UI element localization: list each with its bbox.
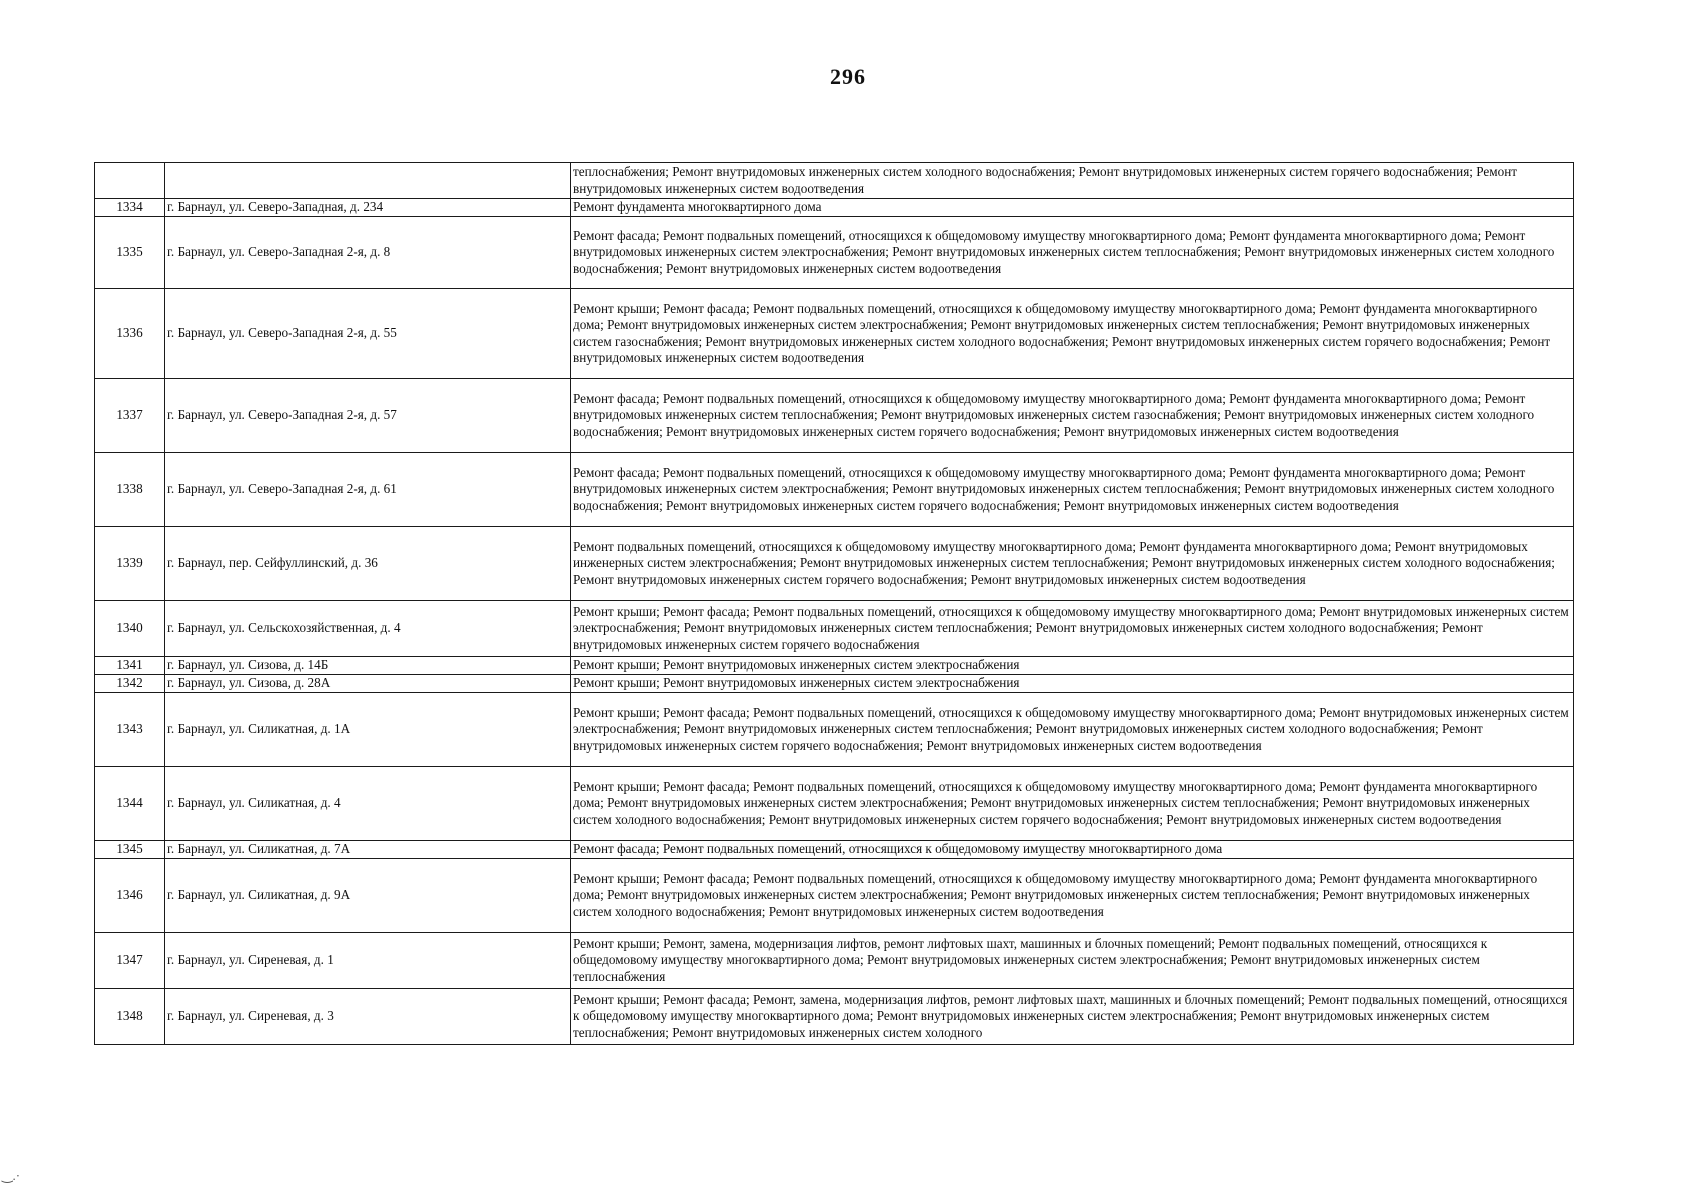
table-row (95, 841, 1574, 859)
row-address: г. Барнаул, ул. Силикатная, д. 1А (165, 693, 571, 767)
row-address: г. Барнаул, ул. Силикатная, д. 9А (165, 859, 571, 933)
row-works: Ремонт крыши; Ремонт фасада; Ремонт подвальных помещений, относящихся к общедомовому имуществу многоквартирного дома; Ремонт фундамента многоквартирного дома; Ремонт внутридомовых инженерных систем электроснабжения; Ремонт внутридомовых инженерных систем теплоснабжения; Ремонт внутридомовых инженерных систем газоснабжения; Ремонт внутридомовых инженерных систем холодного водоснабжения; Ремонт внутридомовых инженерных систем горячего водоснабжения; Ремонт внутридомовых инженерных систем водоотведения (571, 289, 1574, 379)
table-row (95, 199, 1574, 217)
repair-works-table (94, 162, 1574, 1045)
row-works: Ремонт фасада; Ремонт подвальных помещений, относящихся к общедомовому имуществу многоквартирного дома; Ремонт фундамента многоквартирного дома; Ремонт внутридомовых инженерных систем электроснабжения; Ремонт внутридомовых инженерных систем теплоснабжения; Ремонт внутридомовых инженерных систем холодного водоснабжения; Ремонт внутридомовых инженерных систем водоотведения (571, 217, 1574, 289)
row-works: теплоснабжения; Ремонт внутридомовых инженерных систем холодного водоснабжения; Ремонт внутридомовых инженерных систем горячего водоснабжения; Ремонт внутридомовых инженерных систем водоотведения (571, 163, 1574, 199)
table-row (95, 217, 1574, 289)
row-number: 1337 (95, 379, 165, 453)
table-body (95, 163, 1574, 1045)
table-row (95, 289, 1574, 379)
table-row (95, 379, 1574, 453)
row-address (165, 163, 571, 199)
row-address: г. Барнаул, ул. Силикатная, д. 7А (165, 841, 571, 859)
row-address: г. Барнаул, пер. Сейфуллинский, д. 36 (165, 527, 571, 601)
table-row (95, 601, 1574, 657)
row-number: 1340 (95, 601, 165, 657)
row-address: г. Барнаул, ул. Северо-Западная 2-я, д. 61 (165, 453, 571, 527)
scan-artifact: ‿.· (2, 1168, 21, 1183)
row-works: Ремонт подвальных помещений, относящихся к общедомовому имуществу многоквартирного дома; Ремонт фундамента многоквартирного дома; Ремонт внутридомовых инженерных систем электроснабжения; Ремонт внутридомовых инженерных систем теплоснабжения; Ремонт внутридомовых инженерных систем холодного водоснабжения; Ремонт внутридомовых инженерных систем горячего водоснабжения; Ремонт внутридомовых инженерных систем водоотведения (571, 527, 1574, 601)
row-works: Ремонт фундамента многоквартирного дома (571, 199, 1574, 217)
page-number: 296 (830, 64, 866, 89)
row-number: 1347 (95, 933, 165, 989)
row-number: 1346 (95, 859, 165, 933)
row-number: 1339 (95, 527, 165, 601)
row-number: 1345 (95, 841, 165, 859)
table-row (95, 675, 1574, 693)
row-number: 1341 (95, 657, 165, 675)
row-number: 1334 (95, 199, 165, 217)
row-works: Ремонт крыши; Ремонт фасада; Ремонт подвальных помещений, относящихся к общедомовому имуществу многоквартирного дома; Ремонт фундамента многоквартирного дома; Ремонт внутридомовых инженерных систем электроснабжения; Ремонт внутридомовых инженерных систем теплоснабжения; Ремонт внутридомовых инженерных систем холодного водоснабжения; Ремонт внутридомовых инженерных систем водоотведения (571, 859, 1574, 933)
row-number: 1344 (95, 767, 165, 841)
row-address: г. Барнаул, ул. Сиреневая, д. 1 (165, 933, 571, 989)
table-row (95, 527, 1574, 601)
row-works: Ремонт фасада; Ремонт подвальных помещений, относящихся к общедомовому имуществу многоквартирного дома (571, 841, 1574, 859)
row-address: г. Барнаул, ул. Северо-Западная, д. 234 (165, 199, 571, 217)
row-number: 1342 (95, 675, 165, 693)
row-number (95, 163, 165, 199)
row-address: г. Барнаул, ул. Северо-Западная 2-я, д. 55 (165, 289, 571, 379)
row-number: 1348 (95, 989, 165, 1045)
row-works: Ремонт крыши; Ремонт внутридомовых инженерных систем электроснабжения (571, 675, 1574, 693)
table-row (95, 163, 1574, 199)
row-works: Ремонт крыши; Ремонт фасада; Ремонт подвальных помещений, относящихся к общедомовому имуществу многоквартирного дома; Ремонт фундамента многоквартирного дома; Ремонт внутридомовых инженерных систем электроснабжения; Ремонт внутридомовых инженерных систем теплоснабжения; Ремонт внутридомовых инженерных систем холодного водоснабжения; Ремонт внутридомовых инженерных систем горячего водоснабжения; Ремонт внутридомовых инженерных систем водоотведения (571, 767, 1574, 841)
row-address: г. Барнаул, ул. Силикатная, д. 4 (165, 767, 571, 841)
table-row (95, 989, 1574, 1045)
row-address: г. Барнаул, ул. Сиреневая, д. 3 (165, 989, 571, 1045)
row-works: Ремонт крыши; Ремонт внутридомовых инженерных систем электроснабжения (571, 657, 1574, 675)
row-number: 1343 (95, 693, 165, 767)
table-row (95, 453, 1574, 527)
row-works: Ремонт крыши; Ремонт фасада; Ремонт подвальных помещений, относящихся к общедомовому имуществу многоквартирного дома; Ремонт внутридомовых инженерных систем электроснабжения; Ремонт внутридомовых инженерных систем теплоснабжения; Ремонт внутридомовых инженерных систем холодного водоснабжения; Ремонт внутридомовых инженерных систем горячего водоснабжения; Ремонт внутридомовых инженерных систем водоотведения (571, 693, 1574, 767)
row-address: г. Барнаул, ул. Северо-Западная 2-я, д. 57 (165, 379, 571, 453)
table-row (95, 693, 1574, 767)
row-works: Ремонт крыши; Ремонт, замена, модернизация лифтов, ремонт лифтовых шахт, машинных и блочных помещений; Ремонт подвальных помещений, относящихся к общедомовому имуществу многоквартирного дома; Ремонт внутридомовых инженерных систем электроснабжения; Ремонт внутридомовых инженерных систем теплоснабжения (571, 933, 1574, 989)
row-address: г. Барнаул, ул. Сизова, д. 28А (165, 675, 571, 693)
table-row (95, 657, 1574, 675)
row-number: 1336 (95, 289, 165, 379)
row-works: Ремонт крыши; Ремонт фасада; Ремонт подвальных помещений, относящихся к общедомовому имуществу многоквартирного дома; Ремонт внутридомовых инженерных систем электроснабжения; Ремонт внутридомовых инженерных систем теплоснабжения; Ремонт внутридомовых инженерных систем холодного водоснабжения; Ремонт внутридомовых инженерных систем горячего водоснабжения (571, 601, 1574, 657)
row-works: Ремонт крыши; Ремонт фасада; Ремонт, замена, модернизация лифтов, ремонт лифтовых шахт, машинных и блочных помещений; Ремонт подвальных помещений, относящихся к общедомовому имуществу многоквартирного дома; Ремонт внутридомовых инженерных систем электроснабжения; Ремонт внутридомовых инженерных систем теплоснабжения; Ремонт внутридомовых инженерных систем холодного (571, 989, 1574, 1045)
row-address: г. Барнаул, ул. Сельскохозяйственная, д. 4 (165, 601, 571, 657)
row-works: Ремонт фасада; Ремонт подвальных помещений, относящихся к общедомовому имуществу многоквартирного дома; Ремонт фундамента многоквартирного дома; Ремонт внутридомовых инженерных систем теплоснабжения; Ремонт внутридомовых инженерных систем газоснабжения; Ремонт внутридомовых инженерных систем холодного водоснабжения; Ремонт внутридомовых инженерных систем горячего водоснабжения; Ремонт внутридомовых инженерных систем водоотведения (571, 379, 1574, 453)
row-address: г. Барнаул, ул. Северо-Западная 2-я, д. 8 (165, 217, 571, 289)
row-address: г. Барнаул, ул. Сизова, д. 14Б (165, 657, 571, 675)
table-row (95, 767, 1574, 841)
row-works: Ремонт фасада; Ремонт подвальных помещений, относящихся к общедомовому имуществу многоквартирного дома; Ремонт фундамента многоквартирного дома; Ремонт внутридомовых инженерных систем электроснабжения; Ремонт внутридомовых инженерных систем теплоснабжения; Ремонт внутридомовых инженерных систем холодного водоснабжения; Ремонт внутридомовых инженерных систем горячего водоснабжения; Ремонт внутридомовых инженерных систем водоотведения (571, 453, 1574, 527)
row-number: 1338 (95, 453, 165, 527)
table-row (95, 933, 1574, 989)
row-number: 1335 (95, 217, 165, 289)
table-row (95, 859, 1574, 933)
